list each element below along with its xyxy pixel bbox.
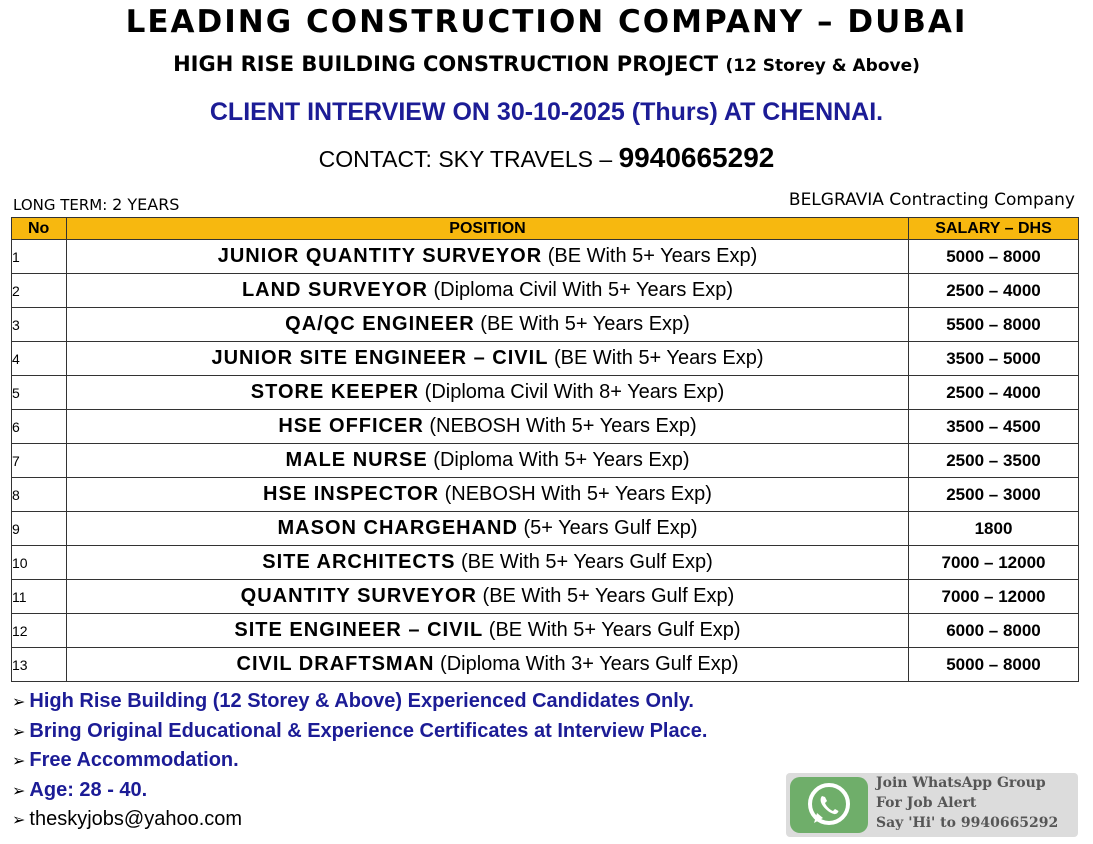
row-position [67, 376, 909, 410]
row-no: 2 [12, 274, 67, 308]
note-item [12, 717, 707, 747]
note-text: Bring Original Educational & Experience Certificates at Interview Place. [29, 719, 708, 742]
position-title: HSE INSPECTOR [263, 483, 440, 505]
note-item [12, 687, 707, 717]
table-row [12, 274, 1079, 308]
row-no: 4 [12, 342, 67, 376]
position-title: HSE OFFICER [278, 415, 424, 437]
arrow-bullet-icon: ➢ [12, 723, 26, 741]
position-detail: (5+ Years Gulf Exp) [523, 517, 698, 539]
row-no: 13 [12, 648, 67, 682]
table-row [12, 308, 1079, 342]
table-row [12, 240, 1079, 274]
position-title: QA/QC ENGINEER [285, 313, 475, 335]
note-item [12, 746, 707, 776]
row-salary: 5000 – 8000 [909, 240, 1079, 274]
position-title: LAND SURVEYOR [241, 279, 428, 301]
position-detail: (BE With 5+ Years Gulf Exp) [482, 585, 735, 607]
position-detail: (BE With 5+ Years Exp) [547, 245, 758, 267]
arrow-bullet-icon: ➢ [12, 694, 26, 711]
row-no: 12 [12, 614, 67, 648]
row-no: 6 [12, 410, 67, 444]
row-position [67, 274, 909, 308]
row-no: 7 [12, 444, 67, 478]
contact-phone: 9940665292 [618, 142, 775, 173]
row-no: 9 [12, 512, 67, 546]
row-salary: 2500 – 3000 [909, 478, 1079, 512]
table-row [12, 376, 1079, 410]
email-link[interactable]: theskyjobs@yahoo.com [29, 808, 243, 830]
term-info [13, 195, 179, 214]
arrow-bullet-icon: ➢ [12, 753, 26, 770]
contact-line [0, 142, 1093, 174]
table-row [12, 342, 1079, 376]
row-no: 11 [12, 580, 67, 614]
row-position [67, 546, 909, 580]
position-detail: (BE With 5+ Years Exp) [553, 347, 764, 369]
position-title: SITE ENGINEER – CIVIL [234, 619, 484, 641]
table-row [12, 444, 1079, 478]
table-row [12, 478, 1079, 512]
whatsapp-line-2: For Job Alert [876, 795, 977, 811]
whatsapp-icon [790, 777, 868, 833]
term-label: LONG TERM: [13, 196, 108, 214]
row-position [67, 410, 909, 444]
whatsapp-text [876, 773, 1058, 833]
note-text: Free Accommodation. [29, 749, 239, 771]
note-text: High Rise Building (12 Storey & Above) Experienced Candidates Only. [29, 690, 694, 712]
row-salary: 3500 – 4500 [909, 410, 1079, 444]
row-no: 3 [12, 308, 67, 342]
row-salary: 7000 – 12000 [909, 546, 1079, 580]
row-salary: 2500 – 3500 [909, 444, 1079, 478]
whatsapp-line-3: Say 'Hi' to 9940665292 [876, 815, 1059, 831]
row-salary: 2500 – 4000 [909, 376, 1079, 410]
note-item [12, 776, 707, 806]
row-salary: 6000 – 8000 [909, 614, 1079, 648]
row-salary: 2500 – 4000 [909, 274, 1079, 308]
email-item [12, 805, 707, 835]
row-position [67, 240, 909, 274]
position-title: JUNIOR QUANTITY SURVEYOR [217, 245, 543, 267]
row-position [67, 614, 909, 648]
row-position [67, 580, 909, 614]
row-position [67, 444, 909, 478]
table-row [12, 546, 1079, 580]
row-salary: 5500 – 8000 [909, 308, 1079, 342]
position-title: JUNIOR SITE ENGINEER – CIVIL [211, 347, 549, 369]
row-salary: 5000 – 8000 [909, 648, 1079, 682]
position-title: SITE ARCHITECTS [262, 551, 456, 573]
table-row [12, 410, 1079, 444]
whatsapp-banner[interactable] [786, 773, 1078, 837]
table-row [12, 580, 1079, 614]
row-salary: 1800 [909, 512, 1079, 546]
position-title: MALE NURSE [285, 449, 428, 471]
table-header-row [12, 218, 1079, 240]
note-text: Age: 28 - 40. [29, 778, 148, 801]
position-title: CIVIL DRAFTSMAN [236, 653, 435, 675]
position-detail: (Diploma With 3+ Years Gulf Exp) [440, 653, 739, 675]
row-position [67, 648, 909, 682]
row-salary: 7000 – 12000 [909, 580, 1079, 614]
row-position [67, 478, 909, 512]
header-position: POSITION [67, 218, 909, 240]
term-value: 2 YEARS [112, 195, 180, 214]
arrow-bullet-icon: ➢ [12, 782, 26, 800]
subtitle-text: HIGH RISE BUILDING CONSTRUCTION PROJECT [173, 52, 719, 76]
position-detail: (NEBOSH With 5+ Years Exp) [444, 483, 712, 505]
position-detail: (Diploma With 5+ Years Exp) [433, 449, 690, 471]
position-title: QUANTITY SURVEYOR [240, 585, 477, 607]
header-salary: SALARY – DHS [909, 218, 1079, 240]
position-title: STORE KEEPER [250, 381, 420, 403]
position-detail: (BE With 5+ Years Exp) [480, 313, 690, 335]
row-position [67, 512, 909, 546]
row-no: 8 [12, 478, 67, 512]
position-detail: (Diploma Civil With 5+ Years Exp) [433, 279, 734, 301]
interview-notice: CLIENT INTERVIEW ON 30-10-2025 (Thurs) AT CHENNAI. [209, 98, 884, 126]
position-title: MASON CHARGEHAND [277, 517, 518, 539]
row-salary: 3500 – 5000 [909, 342, 1079, 376]
notes-list [12, 687, 707, 835]
row-position [67, 342, 909, 376]
row-no: 10 [12, 546, 67, 580]
position-detail: (NEBOSH With 5+ Years Exp) [429, 415, 697, 437]
position-detail: (BE With 5+ Years Gulf Exp) [460, 551, 713, 573]
position-detail: (Diploma Civil With 8+ Years Exp) [424, 381, 725, 403]
contact-label: CONTACT: SKY TRAVELS – [318, 146, 613, 172]
subtitle-note: (12 Storey & Above) [725, 56, 920, 76]
table-row [12, 512, 1079, 546]
project-subtitle [0, 52, 1093, 76]
header-no: No [12, 218, 67, 240]
table-row [12, 648, 1079, 682]
arrow-bullet-icon: ➢ [12, 812, 26, 829]
row-position [67, 308, 909, 342]
table-row [12, 614, 1079, 648]
company-name: BELGRAVIA Contracting Company [788, 190, 1075, 210]
position-detail: (BE With 5+ Years Gulf Exp) [488, 619, 741, 641]
row-no: 5 [12, 376, 67, 410]
row-no: 1 [12, 240, 67, 274]
jobs-table [11, 217, 1079, 682]
whatsapp-line-1: Join WhatsApp Group [876, 775, 1046, 791]
page-title: LEADING CONSTRUCTION COMPANY – DUBAI [125, 4, 968, 40]
